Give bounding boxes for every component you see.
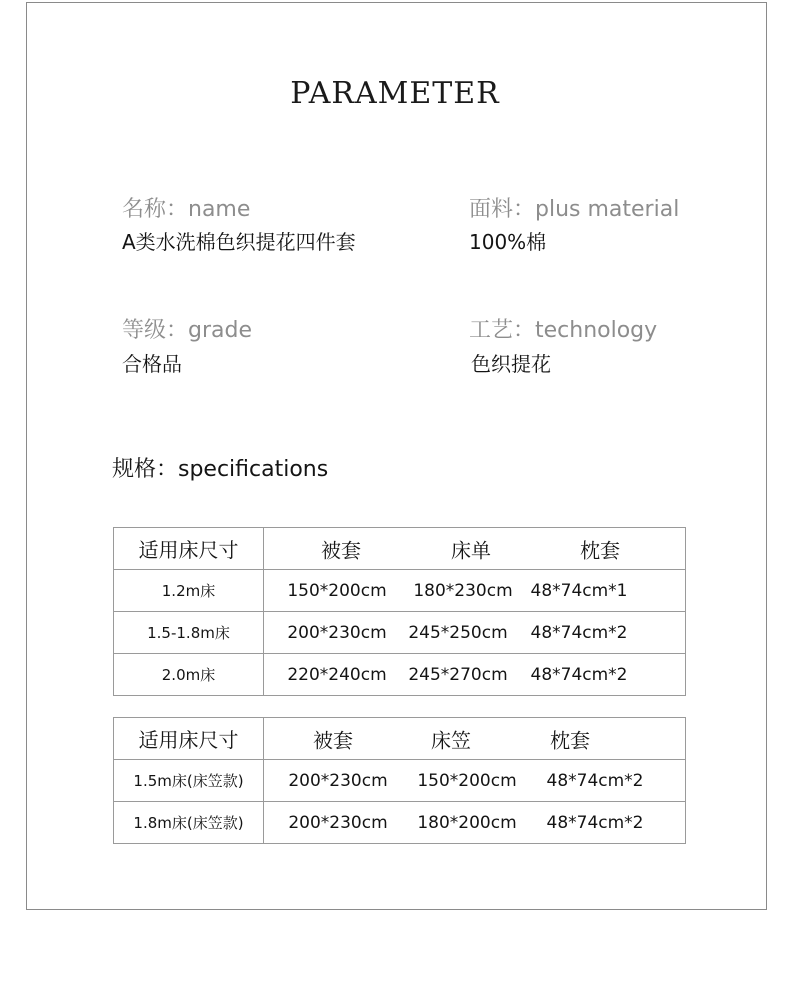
page-title: PARAMETER — [290, 76, 500, 111]
bed-size-cell: 1.5-1.8m床 — [114, 612, 264, 654]
duvet-cover-size: 150*200cm — [287, 580, 387, 601]
header-pillowcase: 枕套 — [580, 538, 620, 562]
technology-label: 工艺：technology — [469, 318, 658, 343]
bed-size-cell: 2.0m床 — [114, 654, 264, 696]
pillowcase-size: 48*74cm*1 — [530, 580, 628, 601]
header-duvet-cover: 被套 — [321, 538, 361, 562]
sheet-size: 180*230cm — [413, 580, 513, 601]
table-header-row — [114, 718, 686, 760]
duvet-cover-size: 200*230cm — [288, 770, 388, 791]
pillowcase-size: 48*74cm*2 — [530, 664, 628, 685]
bed-size-cell: 1.5m床(床笠款) — [114, 760, 264, 802]
pillowcase-size: 48*74cm*2 — [530, 622, 628, 643]
table-row — [114, 802, 686, 844]
table-row — [114, 654, 686, 696]
table-row — [114, 612, 686, 654]
fitted-sheet-size: 180*200cm — [417, 812, 517, 833]
technology-value: 色织提花 — [471, 352, 551, 376]
spec-table-fitted — [113, 717, 686, 844]
sheet-size: 245*270cm — [408, 664, 508, 685]
bed-size-cell: 1.2m床 — [114, 570, 264, 612]
header-duvet-cover: 被套 — [313, 728, 353, 752]
grade-label: 等级：grade — [122, 318, 252, 343]
header-fitted-sheet: 床笠 — [431, 728, 471, 752]
header-pillowcase: 枕套 — [550, 728, 590, 752]
table-header-row — [114, 528, 686, 570]
header-bed-size: 适用床尺寸 — [114, 718, 264, 760]
name-value: A类水洗棉色织提花四件套 — [122, 230, 356, 254]
header-sheet: 床单 — [451, 538, 491, 562]
grade-value: 合格品 — [122, 352, 182, 376]
bed-size-cell: 1.8m床(床笠款) — [114, 802, 264, 844]
duvet-cover-size: 200*230cm — [287, 622, 387, 643]
fitted-sheet-size: 150*200cm — [417, 770, 517, 791]
spec-table-standard — [113, 527, 686, 696]
table-row — [114, 760, 686, 802]
table-row — [114, 570, 686, 612]
pillowcase-size: 48*74cm*2 — [546, 812, 644, 833]
duvet-cover-size: 200*230cm — [288, 812, 388, 833]
header-bed-size: 适用床尺寸 — [114, 528, 264, 570]
name-label: 名称：name — [122, 197, 251, 222]
pillowcase-size: 48*74cm*2 — [546, 770, 644, 791]
material-label: 面料：plus material — [469, 197, 680, 222]
duvet-cover-size: 220*240cm — [287, 664, 387, 685]
sheet-size: 245*250cm — [408, 622, 508, 643]
material-value: 100%棉 — [469, 230, 547, 254]
specifications-label: 规格：specifications — [112, 457, 329, 482]
